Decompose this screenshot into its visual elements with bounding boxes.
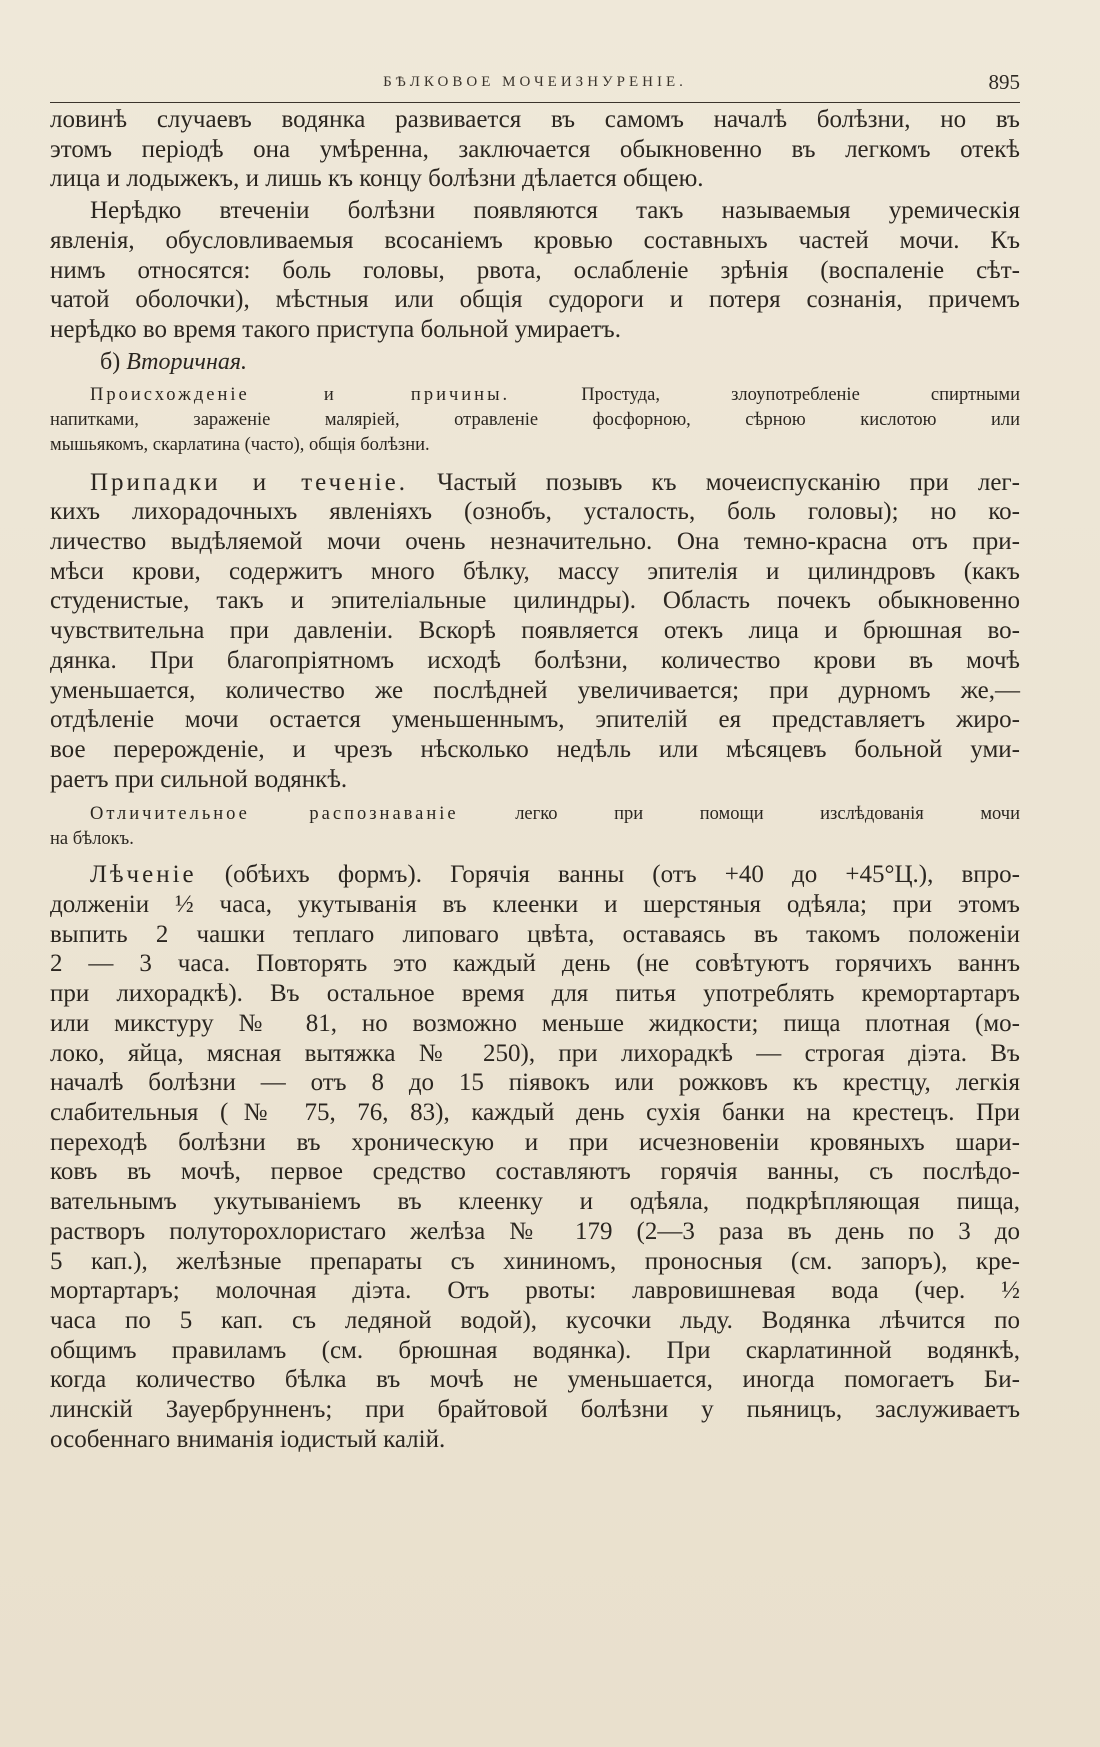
text-line: нерѣдко во время такого приступа больной умираетъ. [50,315,621,343]
paragraph-edema-onset [50,105,1020,194]
text-line: этомъ періодѣ она умѣренна, заключается обыкновенно въ легкомъ отекѣ [50,135,1020,163]
text-line: раетъ при сильной водянкѣ. [50,765,348,793]
text-fragment: легко при помощи изслѣдованія мочи [458,804,1021,825]
paragraph-uremic-phenomena [50,196,1020,345]
subheading-diagnosis: Отличительное распознаваніе [90,804,459,825]
subheading-symptoms: Припадки и теченіе. [90,468,408,496]
text-line: общимъ правиламъ (см. брюшная водянка). При скарлатинной водянкѣ, [50,1336,1020,1364]
text-line: началѣ болѣзни — отъ 8 до 15 піявокъ или рожковъ къ крестцу, легкія [50,1069,1020,1097]
page-header [50,62,1020,103]
paragraph-differential-diagnosis [50,802,1020,852]
text-line: растворъ полуторохлористаго желѣза № 179 (2—3 раза въ день по 3 до [50,1217,1020,1245]
text-line: отдѣленіе мочи остается уменьшеннымъ, эпителій ея представляетъ жиро- [50,706,1020,734]
text-line [50,860,1020,890]
subheading-treatment: Лѣченіе [90,861,197,889]
text-line: мышьякомъ, скарлатина (часто), общія болѣзни. [50,434,430,455]
text-line: мортартаръ; молочная діэта. Отъ рвоты: лавровишневая вода (чер. ½ [50,1277,1020,1305]
paragraph-treatment [50,860,1020,1454]
text-line: переходѣ болѣзни въ хроническую и при исчезновеніи кровяныхъ шари- [50,1128,1020,1156]
text-line: 5 кап.), желѣзные препараты съ хининомъ, проносныя (см. запоръ), кре- [50,1247,1020,1275]
text-line: на бѣлокъ. [50,829,134,850]
text-line: Нерѣдко втеченіи болѣзни появляются такъ называемыя уремическія [90,197,1020,225]
text-line: явленія, обусловливаемыя всосаніемъ кровью составныхъ частей мочи. Къ [50,226,1020,254]
text-line: кихъ лихорадочныхъ явленіяхъ (ознобъ, усталость, боль головы); но ко- [50,498,1020,526]
text-line: ловинѣ случаевъ водянка развивается въ самомъ началѣ болѣзни, но въ [50,106,1020,133]
text-line: вое перерожденіе, и чрезъ нѣсколько недѣль или мѣсяцевъ больной уми- [50,735,1020,763]
section-heading-secondary [50,347,1020,377]
text-line: чатой оболочки), мѣстныя или общія судороги и потеря сознанія, причемъ [50,286,1020,314]
text-line: выпить 2 чашки теплаго липоваго цвѣта, оставаясь въ такомъ положеніи [50,920,1020,948]
text-line: уменьшается, количество же послѣдней увеличивается; при дурномъ же,— [50,676,1020,704]
text-line: лица и лодыжекъ, и лишь къ концу болѣзни дѣлается общею. [50,165,704,193]
text-line: при лихорадкѣ). Въ остальное время для питья употреблять кремортартаръ [50,980,1020,1008]
text-line: нимъ относятся: боль головы, рвота, ослабленіе зрѣнія (воспаленіе сѣт- [50,256,1020,284]
section-title: Вторичная. [126,348,247,375]
text-line: линскій Зауербрунненъ; при брайтовой болѣзни у пьяницъ, заслуживаетъ [50,1396,1020,1424]
paragraph-origin-causes [50,383,1020,458]
page-number: 895 [988,70,1020,94]
page-content [50,62,1020,1454]
text-line: долженіи ½ часа, укутыванія въ клеенки и шерстяныя одѣяла; при этомъ [50,891,1020,919]
text-line: дянка. При благопріятномъ исходѣ болѣзни, количество крови въ мочѣ [50,646,1020,674]
text-line: или микстуру № 81, но возможно меньше жидкости; пища плотная (мо- [50,1009,1020,1037]
text-line: локо, яйца, мясная вытяжка № 250), при лихорадкѣ — строгая діэта. Въ [50,1039,1020,1067]
text-fragment: Простуда, злоупотребленіе спиртными [510,384,1020,405]
running-head: БѢЛКОВОЕ МОЧЕИЗНУРЕНІЕ. [383,74,687,90]
text-line: личество выдѣляемой мочи очень незначительно. Она темно-красна отъ при- [50,528,1020,556]
text-line [50,802,1020,827]
text-line: особеннаго вниманія іодистый калій. [50,1425,446,1453]
text-line: чувствительна при давленіи. Вскорѣ появляется отекъ лица и брюшная во- [50,617,1020,645]
text-line [50,383,1020,408]
text-line: студенистые, такъ и эпителіальные цилиндры). Область почекъ обыкновенно [50,587,1020,615]
text-line: 2 — 3 часа. Повторять это каждый день (не совѣтуютъ горячихъ ваннъ [50,950,1020,978]
text-line: слабительныя (№ 75, 76, 83), каждый день сухія банки на крестецъ. При [50,1098,1020,1126]
text-line: напитками, зараженіе малярiей, отравленіе фосфорною, сѣрною кислотою или [50,409,1020,430]
section-marker: б) [100,348,121,375]
subheading-origin: Происхожденіе и причины. [90,384,511,405]
text-line: ковъ въ мочѣ, первое средство составляютъ горячія ванны, съ послѣдо- [50,1158,1020,1186]
text-line [50,468,1020,498]
text-fragment: (обѣихъ формъ). Горячія ванны (отъ +40 до +45°Ц.), впро- [196,861,1020,889]
text-line: вательнымъ укутываніемъ въ клеенку и одѣяла, подкрѣпляющая пища, [50,1188,1020,1216]
text-line: мѣси крови, содержитъ много бѣлку, массу эпителія и цилиндровъ (какъ [50,557,1020,585]
text-fragment: Частый позывъ къ мочеиспусканію при лег- [408,468,1020,496]
text-line: когда количество бѣлка въ мочѣ не уменьшается, иногда помогаетъ Би- [50,1366,1020,1394]
paragraph-symptoms-course [50,468,1020,795]
text-line: часа по 5 кап. съ ледяной водой), кусочки льду. Водянка лѣчится по [50,1306,1020,1334]
